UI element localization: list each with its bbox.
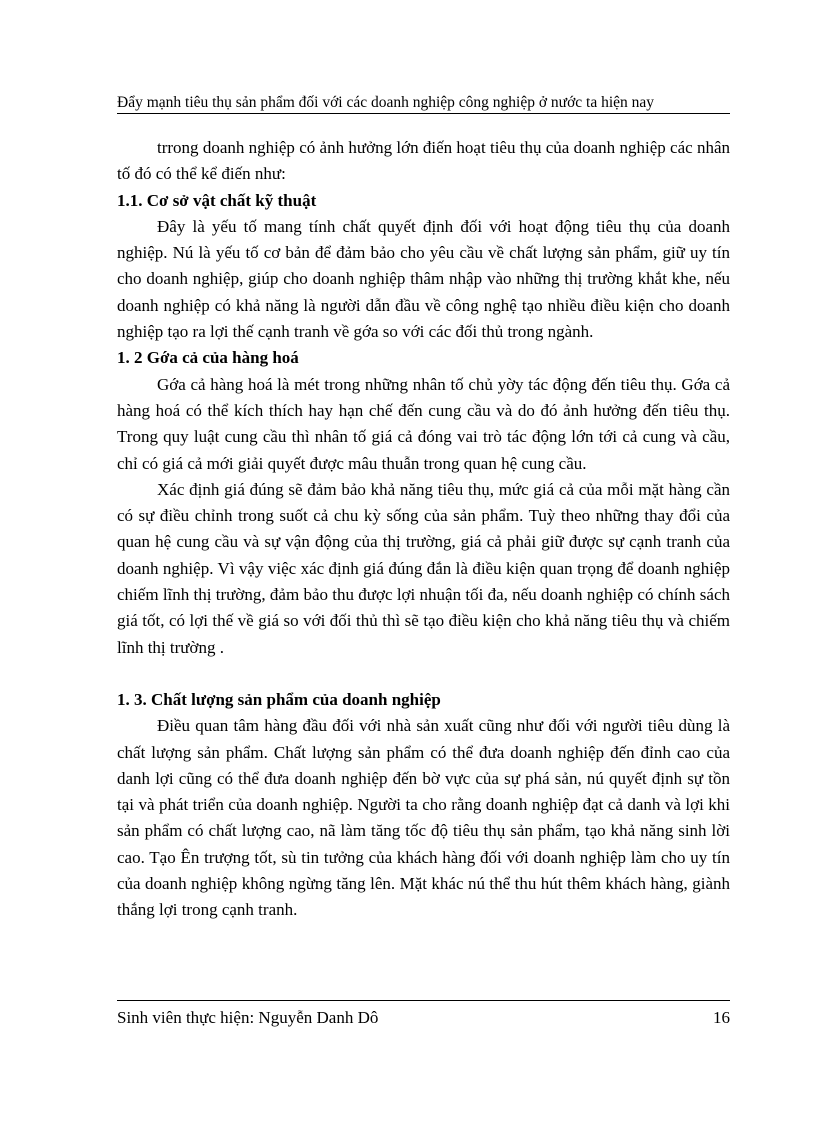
section-1-2-paragraph-1: Gớa cả hàng hoá là mét trong những nhân tố chủ yờy tác động đến tiêu thụ. Gớa cả hàng hoá có thể kích thích hay hạn chế đến cung cầu và do đó ảnh hưởng đến tiêu thụ. Trong quy luật cung cầu thì nhân tố giá cả đóng vai trò tác động lớn tới cả cung và cầu, chỉ có giá cả mới giải quyết được mâu thuẫn trong quan hệ cung cầu. [117,374,730,473]
section-heading-1-2: 1. 2 Gớa cả của hàng hoá [117,348,299,368]
section-1-3-paragraph: Điều quan tâm hàng đầu đối với nhà sản xuất cũng như đối với người tiêu dùng là chất lượng sản phẩm. Chất lượng sản phẩm có thể đưa doanh nghiệp đến đỉnh cao của danh lợi cũng có thể đưa doanh nghiệp đến bờ vực của sự phá sản, nú quyết định sự tồn tại và phát triển của doanh nghiệp. Người ta cho rằng doanh nghiệp đạt cả danh và lợi khi sản phẩm có chất lượng cao, nã làm tăng tốc độ tiêu thụ sản phẩm, tạo khả năng sinh lời cao. Tạo Ên trượng tốt, sù tin tưởng của khách hàng đối với doanh nghiệp làm cho uy tín của doanh nghiệp không ngừng tăng lên. Mặt khác nú thể thu hút thêm khách hàng, giành thắng lợi trong cạnh tranh. [117,716,730,920]
intro-paragraph: trrong doanh nghiệp có ảnh hưởng lớn điến hoạt tiêu thụ của doanh nghiệp các nhân tố đó có thể kể điến như: [117,138,730,184]
blank-line [117,661,730,687]
footer-author: Sinh viên thực hiện: Nguyễn Danh Dô [117,1008,379,1027]
footer-divider [117,1000,730,1001]
page-header [117,93,730,114]
section-heading-1-1: 1.1. Cơ sở vật chất kỹ thuật [117,190,317,210]
section-1-1-paragraph: Đây là yếu tố mang tính chất quyết định đối với hoạt động tiêu thụ của doanh nghiệp. Nú là yếu tố cơ bản để đảm bảo cho yêu cầu về chất lượng sản phẩm, giữ uy tín cho doanh nghiệp, giúp cho doanh nghiệp thâm nhập vào những thị trường khắt khe, nếu doanh nghiệp có khả năng là người dẫn đầu về công nghệ tạo nhiều điều kiện cho doanh nghiệp tạo ra lợi thế cạnh tranh về gớa so với các đối thủ trong ngành. [117,216,730,342]
section-1-2-paragraph-2: Xác định giá đúng sẽ đảm bảo khả năng tiêu thụ, mức giá cả của mỗi mặt hàng cần có sự điều chỉnh trong suốt cả chu kỳ sống của sản phẩm. Tuỳ theo những thay đổi của quan hệ cung cầu và sự vận động của thị trường, giá cả phải giữ được sự cạnh tranh của doanh nghiệp. Vì vậy việc xác định giá đúng đắn là điều kiện quan trọng để doanh nghiệp chiếm lĩnh thị trường, đảm bảo thu được lợi nhuận tối đa, nếu doanh nghiệp có chính sách giá tốt, có lợi thế về giá so với đối thủ thì sẽ tạo điều kiện cho khả năng tiêu thụ và chiếm lĩnh thị trường . [117,479,730,657]
page-number: 16 [713,1008,730,1027]
section-heading-1-3: 1. 3. Chất lượng sản phẩm của doanh nghiệp [117,689,441,709]
header-title: Đẩy mạnh tiêu thụ sản phẩm đối với các doanh nghiệp công nghiệp ở nước ta hiện nay [117,94,655,111]
page-content [117,135,730,924]
